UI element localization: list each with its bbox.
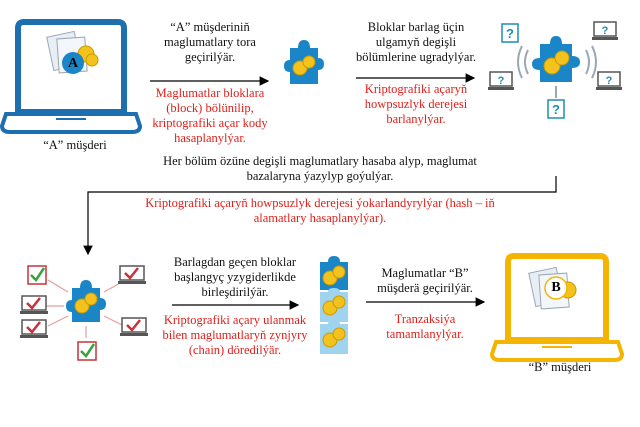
step1-crypto-note: Maglumatlar bloklara (block) bölünilip, kriptografiki açar kody hasaplanylýar. — [152, 86, 268, 145]
step4-crypto-note: Kriptografiki açary ulanmak bilen maglumatlaryň zynjyry (chain) döredilýär. — [162, 313, 308, 357]
step5-description: Maglumatlar “B” müşderä geçirilýär. — [377, 266, 473, 295]
laptop-a-letter: A — [67, 56, 79, 71]
laptop-b-icon — [492, 256, 622, 360]
block-chain-icon — [320, 256, 348, 354]
laptop-b-letter: B — [551, 280, 561, 295]
step1-description: “A” müşderiniň maglumatlary tora geçirilýär. — [164, 20, 256, 64]
client-b-caption: “B” müşderi — [528, 360, 592, 374]
step4-description: Barlagdan geçen bloklar başlangyç yzygiderlikde birleşdirilýär. — [173, 255, 297, 299]
step3-crypto-note: Kriptografiki açaryň howpsuzlyk derejesi ýokarlandyrylýar (hash – iň alamatlary hasaplanylýar). — [145, 196, 495, 225]
step2-crypto-note: Kriptografiki açaryň howpsuzlyk derejesi barlanylýar. — [364, 82, 468, 126]
network-verification-icon — [488, 22, 622, 118]
svg-text:?: ? — [506, 26, 514, 41]
network-checked-icon — [20, 266, 148, 360]
puzzle-block-icon — [284, 40, 324, 84]
step5-crypto-note: Tranzaksiýa tamamlanylýar. — [386, 312, 464, 341]
svg-text:?: ? — [552, 102, 560, 117]
svg-text:?: ? — [497, 75, 505, 87]
laptop-a-icon — [2, 22, 140, 132]
svg-text:?: ? — [601, 25, 609, 37]
svg-text:?: ? — [605, 75, 613, 87]
step2-description: Bloklar barlag üçin ulgamyň degişli bölümlerine ugradylýar. — [355, 20, 477, 64]
step3-description: Her bölüm özüne degişli maglumatlary hasaba alyp, maglumat bazalaryna ýazylyp goýulýar. — [163, 154, 477, 183]
client-a-caption: “A” müşderi — [43, 138, 107, 152]
